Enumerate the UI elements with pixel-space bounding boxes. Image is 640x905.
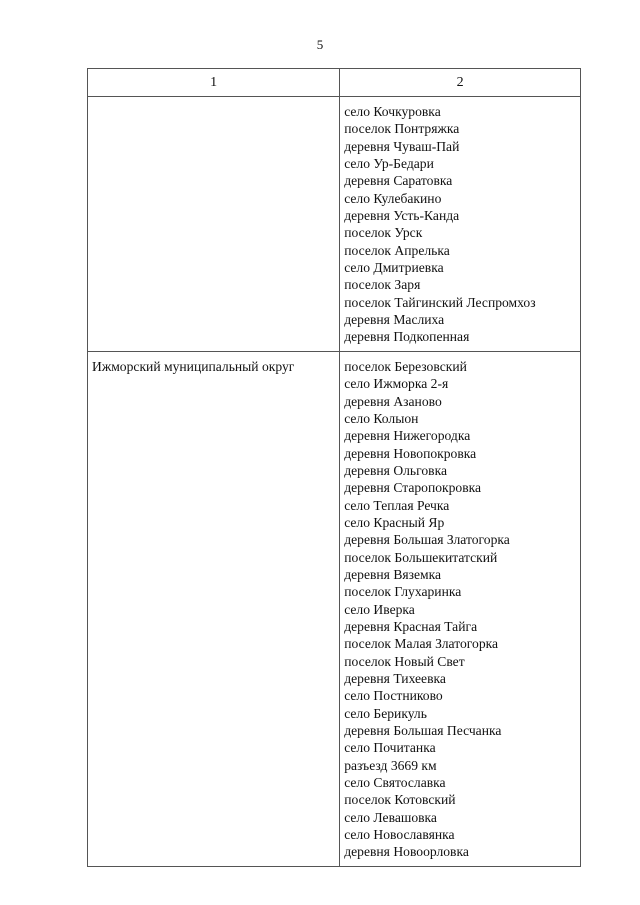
- settlement-item: село Иверка: [344, 601, 415, 617]
- settlement-item: деревня Новоорловка: [344, 844, 469, 860]
- settlement-item: поселок Котовский: [344, 792, 456, 808]
- settlement-item: село Колыон: [344, 410, 419, 426]
- table-row: [88, 351, 581, 866]
- settlement-item: село Дмитриевка: [344, 260, 444, 276]
- settlements-cell: [340, 97, 581, 352]
- page-number: 5: [316, 37, 324, 52]
- settlement-item: поселок Заря: [344, 277, 421, 293]
- settlement-item: поселок Глухаринка: [344, 584, 462, 600]
- settlement-item: село Ур-Бедари: [344, 156, 434, 172]
- settlement-item: поселок Апрелька: [344, 242, 450, 258]
- settlement-item: деревня Саратовка: [344, 173, 453, 189]
- settlement-list: [340, 97, 580, 351]
- settlement-item: поселок Малая Златогорка: [344, 636, 499, 652]
- column-header-2: 2: [340, 69, 581, 97]
- column-header-1: 1: [88, 69, 340, 97]
- district-name: [88, 97, 339, 103]
- settlement-item: село Ижморка 2-я: [344, 376, 449, 392]
- settlement-item: разъезд 3669 км: [344, 757, 437, 773]
- settlement-item: деревня Новопокровка: [344, 445, 477, 461]
- table-header-row: [88, 69, 581, 97]
- settlement-item: село Святославка: [344, 775, 446, 791]
- settlement-item: деревня Старопокровка: [344, 480, 482, 496]
- settlement-item: деревня Азаново: [344, 393, 442, 409]
- settlement-item: поселок Тайгинский Леспромхоз: [344, 294, 536, 310]
- settlement-item: деревня Нижегородка: [344, 428, 471, 444]
- settlement-item: поселок Урск: [344, 225, 423, 241]
- settlement-item: деревня Большая Златогорка: [344, 532, 510, 548]
- table-row: [88, 97, 581, 352]
- settlements-table: [87, 68, 581, 867]
- settlement-item: село Кочкуровка: [344, 104, 441, 119]
- settlement-item: деревня Маслиха: [344, 312, 445, 328]
- settlement-item: поселок Большекитатский: [344, 549, 498, 565]
- settlement-item: село Левашовка: [344, 809, 437, 825]
- settlement-item: село Постниково: [344, 688, 443, 704]
- district-cell: [88, 351, 340, 866]
- settlements-cell: [340, 351, 581, 866]
- settlement-item: село Берикуль: [344, 705, 427, 721]
- settlement-item: деревня Усть-Канда: [344, 208, 460, 224]
- settlement-item: село Почитанка: [344, 740, 436, 756]
- settlement-item: поселок Березовский: [344, 358, 467, 374]
- settlement-item: деревня Тихеевка: [344, 671, 446, 686]
- district-cell: [88, 97, 340, 352]
- settlement-item: село Теплая Речка: [344, 497, 450, 513]
- district-name: Ижморский муниципальный округ: [92, 358, 295, 374]
- settlement-item: село Кулебакино: [344, 190, 442, 206]
- settlement-item: деревня Ольговка: [344, 462, 448, 478]
- settlement-item: поселок Понтряжка: [344, 121, 460, 137]
- settlement-item: деревня Красная Тайга: [344, 618, 478, 634]
- settlement-item: село Новославянка: [344, 827, 455, 843]
- settlement-item: деревня Подкопенная: [344, 329, 470, 345]
- settlement-item: поселок Новый Свет: [344, 653, 465, 669]
- settlement-item: деревня Вяземка: [344, 566, 442, 582]
- settlement-item: село Красный Яр: [344, 514, 445, 530]
- settlement-item: деревня Чуваш-Пай: [344, 138, 460, 154]
- settlement-list: [340, 352, 580, 866]
- settlement-item: деревня Большая Песчанка: [344, 723, 502, 739]
